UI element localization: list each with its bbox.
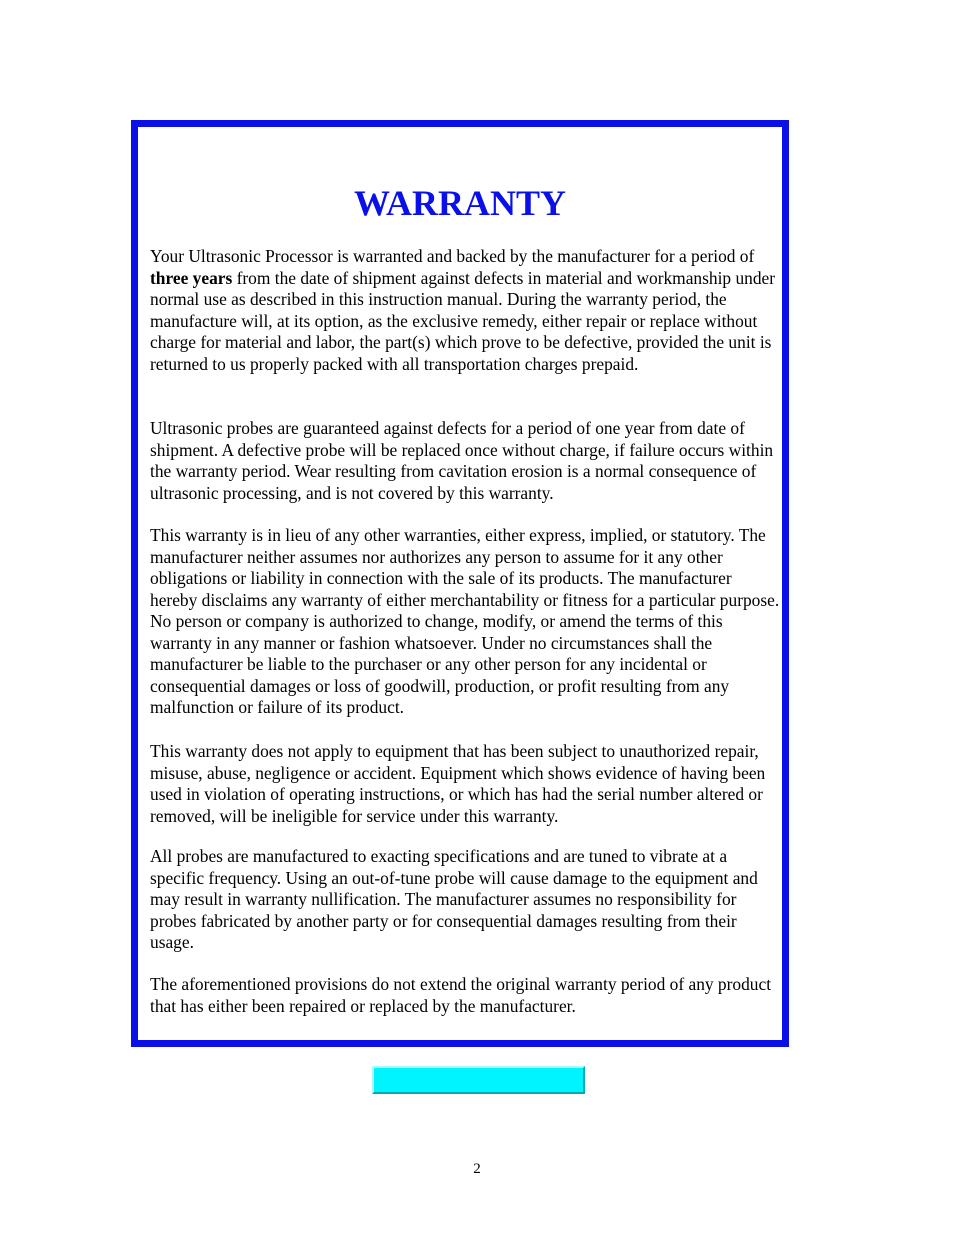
coverage-text-start: Your Ultrasonic Processor is warranted and backed by the manufacturer for a period of bbox=[150, 246, 755, 266]
coverage-text-end: from the date of shipment against defects in material and workmanship under normal use as described in this instruction manual. During the warranty period, the manufacture will, at its option, as the exclusive remedy, either repair or replace without charge for material and labor, the part(s) which prove to be defective, provided the unit is returned to us properly packed with all transportation charges prepaid. bbox=[150, 267, 776, 374]
coverage-term-bold: three years bbox=[150, 267, 233, 288]
warranty-paragraph-disclaimer: This warranty is in lieu of any other warranties, either express, implied, or statutory. The manufacturer neither assumes nor authorizes any person to assume for it any other obligations or liability in connection with the sale of its products. The manufacturer hereby disclaims any warranty of either merchantability or fitness for a particular purpose. No person or company is authorized to change, modify, or amend the terms of this warranty in any manner or fashion whatsoever. Under no circumstances shall the manufacturer be liable to the purchaser or any other person for any incidental or consequential damages or loss of goodwill, production, or profit resulting from any malfunction or failure of its product. bbox=[150, 525, 780, 717]
warranty-paragraph-coverage bbox=[150, 246, 780, 375]
page-number: 2 bbox=[473, 1161, 481, 1177]
warranty-paragraph-exclusions: This warranty does not apply to equipment that has been subject to unauthorized repair, misuse, abuse, negligence or accident. Equipment which shows evidence of having been used in violation of operating instructions, or which has had the serial number altered or removed, will be ineligible for service under this warranty. bbox=[150, 741, 766, 826]
warranty-paragraph-probes: Ultrasonic probes are guaranteed against defects for a period of one year from date of shipment. A defective probe will be replaced once without charge, if failure occurs within the warranty period. Wear resulting from cavitation erosion is a normal consequence of ultrasonic processing, and is not covered by this warranty. bbox=[150, 418, 774, 503]
warranty-box bbox=[131, 120, 789, 1047]
warranty-paragraph-provisions: The aforementioned provisions do not extend the original warranty period of any product that has either been repaired or replaced by the manufacturer. bbox=[150, 974, 772, 1016]
warranty-paragraph-probe-specs: All probes are manufactured to exacting specifications and are tuned to vibrate at a specific frequency. Using an out-of-tune probe will cause damage to the equipment and may result in warranty nullification. The manufacturer assumes no responsibility for probes fabricated by another party or for consequential damages resulting from their usage. bbox=[150, 846, 758, 952]
warranty-title: WARRANTY bbox=[353, 183, 566, 223]
cyan-bar-button[interactable] bbox=[372, 1066, 585, 1094]
